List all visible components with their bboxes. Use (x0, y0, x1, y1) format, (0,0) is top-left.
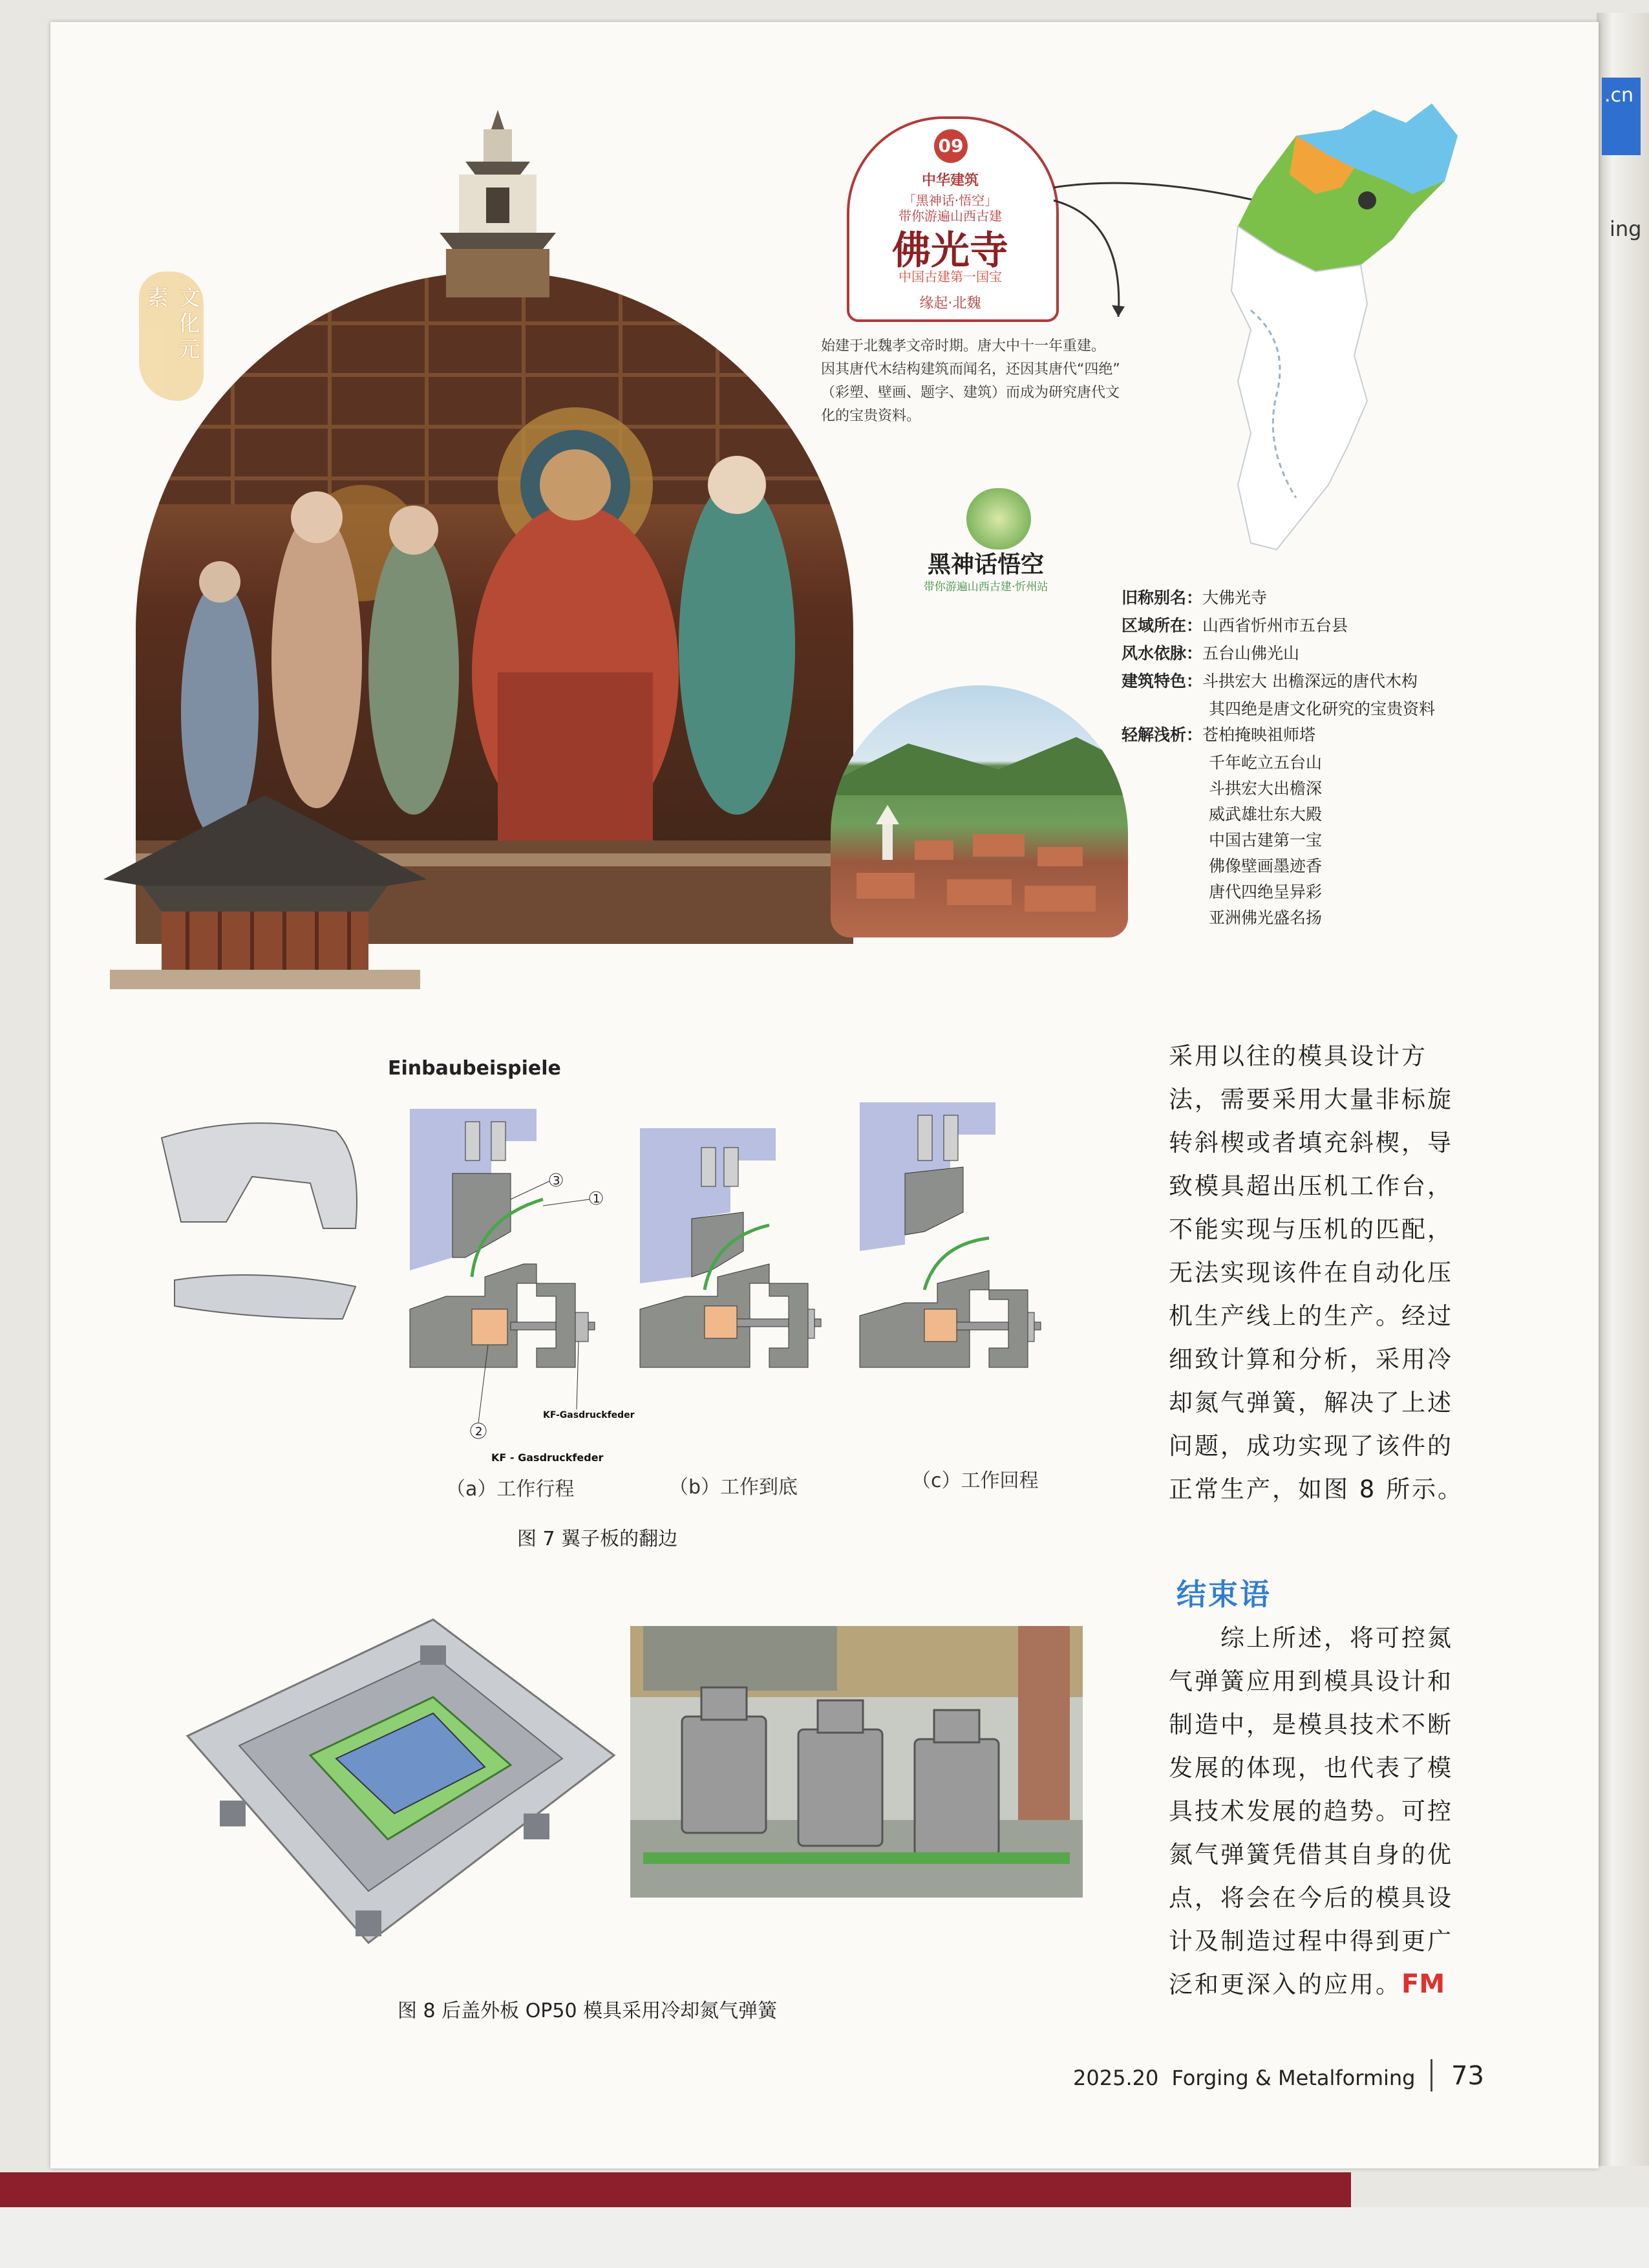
body-line: 机生产线上的生产。经过 (1169, 1302, 1453, 1330)
badge-tagline: 中国古建第一国宝 (899, 269, 1002, 284)
badge-subtitle: 带你游遍山西古建 (899, 208, 1002, 224)
callout-3: 3 (553, 1174, 560, 1188)
page-binding-strip (1597, 13, 1649, 2166)
info-value: 中国古建第一宝 (1209, 831, 1323, 850)
footer (1073, 2066, 1415, 2090)
badge-series: 「黑神话·悟空」 (902, 193, 998, 208)
info-value: 其四绝是唐文化研究的宝贵资料 (1209, 700, 1436, 718)
body-line: 转斜楔或者填充斜楔，导 (1169, 1129, 1453, 1157)
figure7-heading: Einbaubeispiele (388, 1057, 561, 1080)
info-label: 区域所在： (1122, 616, 1203, 635)
op50-die-cad-render-left (162, 1607, 627, 1969)
flanging-die-diagrams (407, 1102, 1067, 1464)
wukong-logo-title: 黑神话悟空 (927, 551, 1044, 578)
footer-divider (1431, 2059, 1432, 2091)
info-label: 轻解浅析： (1122, 725, 1203, 744)
wukong-logo-sub: 带你游遍山西古建·忻州站 (923, 581, 1048, 594)
body-line: 制造中，是模具技术不断 (1169, 1711, 1453, 1738)
callout-1: 1 (593, 1192, 601, 1206)
info-label: 建筑特色： (1122, 672, 1203, 690)
pagoda-illustration (414, 103, 582, 297)
temple-info-block (1122, 585, 1484, 931)
op50-nitrogen-springs-render (630, 1626, 1083, 1898)
body-line: 点，将会在今后的模具设 (1169, 1884, 1453, 1912)
temple-description-line: （彩塑、壁画、题字、建筑）而成为研究唐代文 (821, 385, 1120, 401)
conclusion-text (1169, 1616, 1479, 2006)
body-line: 却氮气弹簧，解决了上述 (1169, 1389, 1453, 1417)
temple-description-line: 始建于北魏孝文帝时期。唐大中十一年重建。 (821, 338, 1106, 354)
body-line: 细致计算和分析，采用冷 (1169, 1345, 1453, 1373)
fm-end-mark: FM (1401, 1969, 1445, 1999)
temple-description-line: 因其唐代木结构建筑而闻名，还因其唐代“四绝” (821, 361, 1120, 378)
info-row-analysis (1122, 722, 1484, 750)
figure7-subcaption-c: （c）工作回程 (911, 1470, 1039, 1492)
info-row-features (1122, 669, 1484, 696)
info-value: 大佛光寺 (1202, 588, 1268, 607)
body-line: 无法实现该件在自动化压 (1169, 1259, 1453, 1287)
body-line: 气弹簧应用到模具设计和 (1169, 1667, 1453, 1695)
info-value: 苍柏掩映祖师塔 (1202, 725, 1316, 744)
conclusion-heading: 结束语 (1176, 1577, 1271, 1612)
kf-label-2: KF - Gasdruckfeder (491, 1451, 604, 1464)
footer-issue: 2025.20 (1073, 2066, 1159, 2090)
badge-origin: 缘起·北魏 (919, 295, 981, 312)
next-page-edge-tab: .cn (1602, 78, 1641, 155)
info-value: 斗拱宏大 出檐深远的唐代木构 (1202, 672, 1418, 690)
info-label: 风水依脉： (1122, 644, 1203, 663)
info-value: 五台山佛光山 (1202, 644, 1300, 663)
bottom-color-bar (0, 2172, 1351, 2207)
temple-description-line: 化的宝贵资料。 (821, 408, 921, 424)
figure8-caption: 图 8 后盖外板 OP50 模具采用冷却氮气弹簧 (398, 2000, 778, 2022)
temple-description (821, 335, 1170, 428)
next-page-edge-text: ing (1610, 217, 1642, 241)
die-diagram-b (640, 1128, 821, 1367)
shanxi-map (1199, 97, 1471, 562)
figure7-subcaption-b: （b）工作到底 (669, 1476, 798, 1499)
page-number: 73 (1451, 2061, 1484, 2091)
body-line: 致模具超出压机工作台， (1169, 1172, 1453, 1200)
info-value: 佛像壁画墨迹香 (1209, 857, 1323, 875)
figure7-caption: 图 7 翼子板的翻边 (517, 1528, 678, 1550)
die-diagram-c (860, 1102, 1041, 1367)
body-line: 计及制造过程中得到更广 (1169, 1927, 1453, 1955)
info-value: 唐代四绝呈异彩 (1209, 883, 1323, 901)
info-row-region (1122, 613, 1484, 641)
kf-label-1: KF-Gasdruckfeder (543, 1410, 635, 1420)
callout-2: 2 (475, 1425, 483, 1439)
badge-temple-name: 佛光寺 (892, 228, 1008, 273)
page-bottom-edge (0, 2207, 1649, 2268)
temple-hall-illustration (90, 782, 440, 996)
body-line: 不能实现与压机的匹配， (1169, 1215, 1453, 1243)
info-value: 千年屹立五台山 (1209, 753, 1323, 772)
badge-category: 中华建筑 (921, 173, 979, 189)
wukong-logo-icon (966, 488, 1031, 550)
body-line-text: 泛和更深入的应用。 (1169, 1971, 1401, 1998)
body-text-column (1169, 1034, 1479, 1511)
info-value: 斗拱宏大出檐深 (1209, 779, 1323, 798)
badge-number: 09 (934, 129, 968, 163)
culture-element-tag-text: 文化元素 (142, 286, 200, 363)
body-line: 综上所述，将可控氮 (1220, 1624, 1453, 1652)
info-row-alias (1122, 585, 1484, 613)
nitrogen-spring-cylinders (682, 1687, 999, 1856)
wukong-series-logo (902, 488, 1063, 598)
info-row-fengshui (1122, 641, 1484, 669)
fender-parts-illustration (155, 1112, 368, 1358)
die-diagram-a (410, 1109, 602, 1439)
body-line: 氮气弹簧凭借其自身的优 (1169, 1841, 1453, 1868)
body-line: 法，需要采用大量非标旋 (1169, 1086, 1453, 1113)
info-value: 山西省忻州市五台县 (1202, 616, 1348, 635)
figure7-subcaption-a: （a）工作行程 (446, 1478, 575, 1501)
culture-element-tag (139, 272, 204, 401)
body-line: 具技术发展的趋势。可控 (1169, 1797, 1453, 1825)
footer-journal: Forging & Metalforming (1171, 2066, 1416, 2090)
body-line: 发展的体现，也代表了模 (1169, 1754, 1453, 1782)
info-label: 旧称别名： (1122, 588, 1203, 607)
body-line: 正常生产，如图 8 所示。 (1169, 1475, 1464, 1503)
info-value: 亚洲佛光盛名扬 (1209, 908, 1323, 927)
body-line: 问题，成功实现了该件的 (1169, 1432, 1453, 1460)
body-line (1169, 1963, 1479, 2006)
body-line: 采用以往的模具设计方 (1169, 1042, 1427, 1070)
info-value: 威武雄壮东大殿 (1209, 805, 1323, 824)
